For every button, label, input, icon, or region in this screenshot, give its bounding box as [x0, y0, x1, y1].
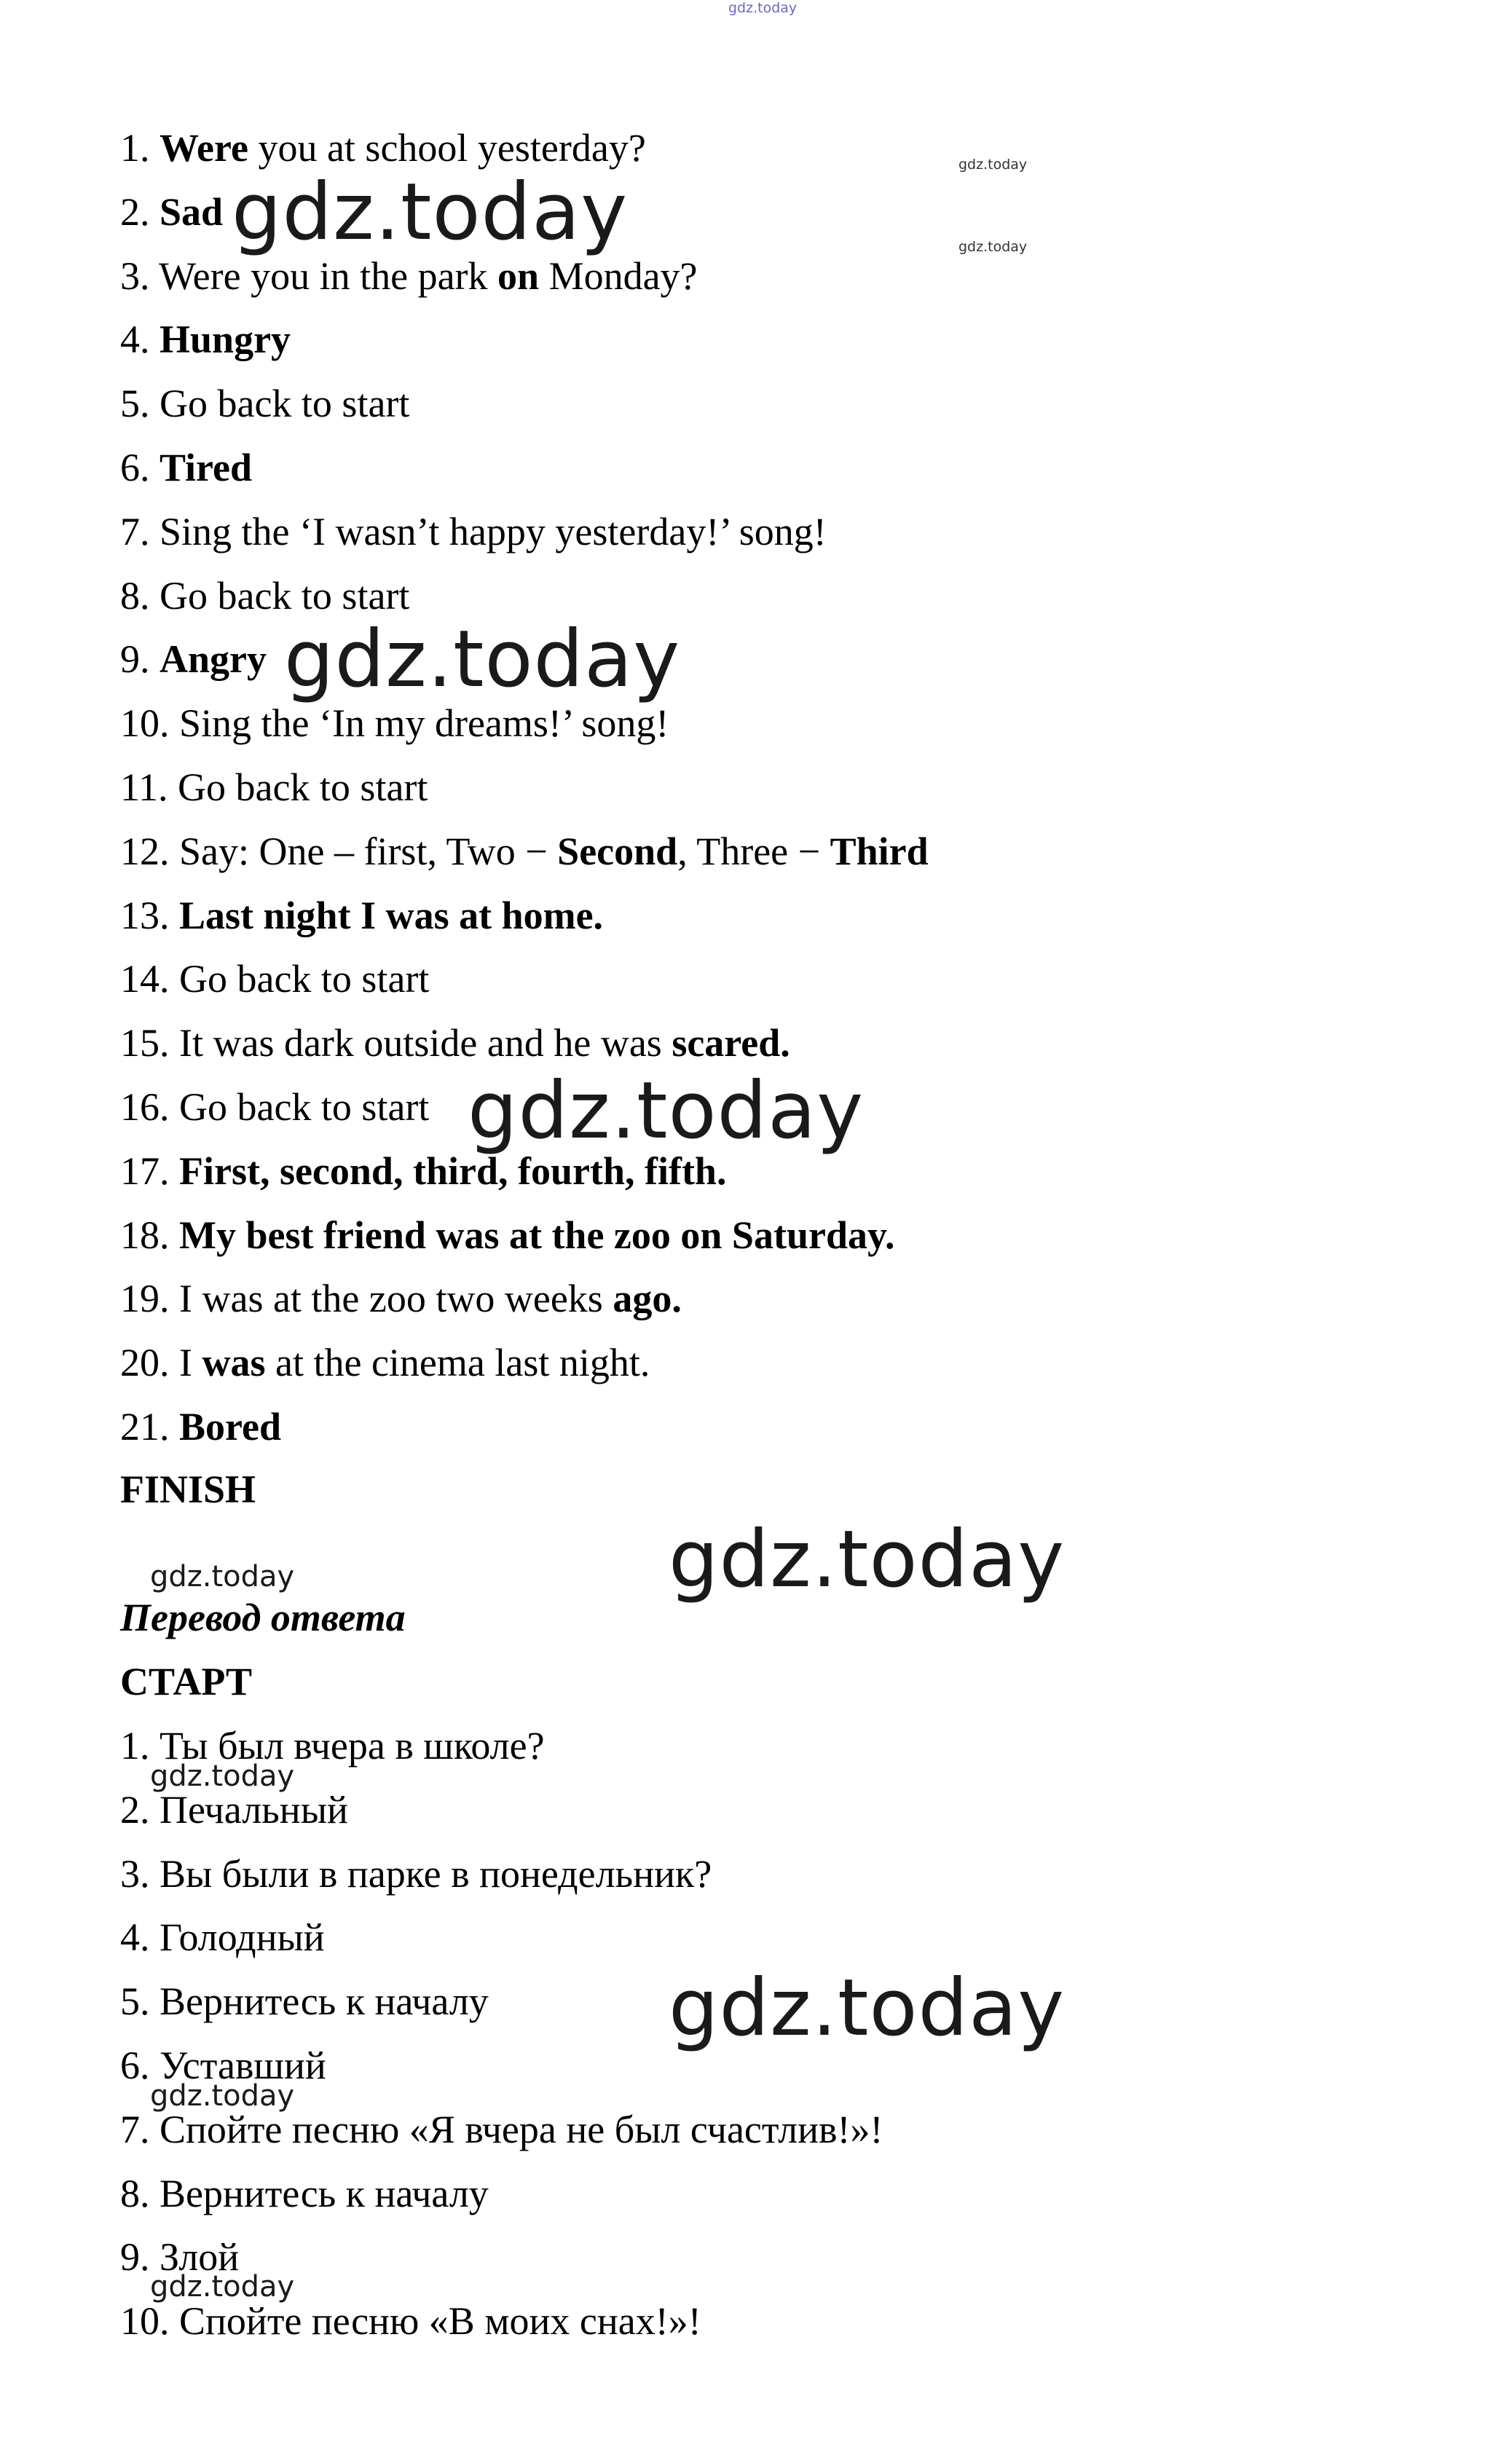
english-answer-item — [120, 1210, 895, 1261]
answer-bold-text: Sad — [160, 189, 224, 234]
watermark-large-4: gdz.today — [669, 1514, 1066, 1605]
answer-text: at the cinema last night. — [265, 1341, 650, 1385]
item-number: 15. — [120, 1021, 179, 1065]
answer-bold-text: My best friend was at the zoo on Saturday. — [179, 1213, 895, 1257]
item-number: 19. — [120, 1277, 179, 1321]
item-number: 7. — [120, 509, 160, 553]
answer-bold-text: Bored — [179, 1405, 282, 1449]
english-answer-item — [120, 1017, 790, 1068]
english-answer-item — [120, 186, 223, 237]
item-number: 9. — [120, 637, 160, 682]
english-answer-item — [120, 442, 252, 493]
finish-label: FINISH — [120, 1467, 256, 1511]
item-number: 8. — [120, 2171, 160, 2215]
english-answer-item — [120, 698, 669, 749]
watermark-top: gdz.today — [728, 0, 798, 16]
answer-text: Go back to start — [179, 957, 430, 1001]
item-number: 17. — [120, 1148, 179, 1193]
translation-text: Печальный — [160, 1787, 348, 1832]
watermark-large-2: gdz.today — [284, 614, 681, 705]
watermark-small-left-1: gdz.today — [150, 1560, 295, 1593]
answer-text: Go back to start — [160, 573, 410, 618]
translation-text: Вернитесь к началу — [160, 2171, 489, 2215]
answer-text: I — [179, 1341, 202, 1385]
watermark-large-3: gdz.today — [468, 1065, 865, 1156]
english-answer-item — [120, 890, 603, 941]
answer-text: Sing the ‘I wasn’t happy yesterday!’ song! — [160, 509, 827, 553]
item-number: 18. — [120, 1213, 179, 1257]
answer-text: you at school yesterday? — [248, 126, 646, 170]
watermark-small-left-3: gdz.today — [150, 2079, 295, 2113]
english-answer-item — [120, 826, 929, 877]
item-number: 5. — [120, 382, 160, 426]
answer-bold-text: scared. — [672, 1021, 790, 1065]
answer-bold-text: First, second, third, fourth, fifth. — [179, 1148, 727, 1193]
item-number: 8. — [120, 573, 160, 618]
item-number: 9. — [120, 2235, 160, 2279]
item-number: 5. — [120, 1979, 160, 2024]
answer-bold-text: Angry — [160, 637, 267, 682]
english-answer-item — [120, 1273, 682, 1324]
item-number: 12. — [120, 829, 179, 873]
answer-text: Say: One – first, Two − — [179, 829, 558, 873]
watermark-large-5: gdz.today — [669, 1963, 1066, 2054]
russian-translation-item — [120, 1848, 712, 1899]
item-number: 13. — [120, 893, 179, 937]
answer-text: It was dark outside and he was — [179, 1021, 672, 1065]
translation-text: Голодный — [160, 1915, 325, 1960]
item-number: 6. — [120, 2044, 160, 2087]
answer-text: I was at the zoo two weeks — [179, 1277, 613, 1321]
english-answer-item — [120, 122, 646, 173]
english-answer-item — [120, 1081, 429, 1132]
item-number: 14. — [120, 957, 179, 1001]
answer-bold-text: Were — [160, 126, 248, 170]
start-label: СТАРТ — [120, 1660, 252, 1703]
item-number: 6. — [120, 446, 160, 489]
item-number: 1. — [120, 126, 160, 170]
item-number: 10. — [120, 2299, 179, 2344]
russian-translation-item — [120, 2168, 489, 2219]
english-answer-item — [120, 506, 827, 557]
answer-text: Monday? — [539, 253, 698, 298]
answer-text: Were you in the park — [159, 253, 498, 298]
item-number: 7. — [120, 2107, 160, 2151]
answer-bold-text: Third — [830, 829, 929, 873]
item-number: 11. — [120, 765, 178, 809]
answer-bold-text: ago. — [613, 1277, 682, 1321]
item-number: 4. — [120, 1915, 160, 1960]
english-answer-item — [120, 378, 409, 429]
english-answer-item — [120, 953, 429, 1004]
answer-text: Go back to start — [178, 765, 428, 809]
answer-bold-text: Second — [557, 829, 678, 873]
english-answer-item — [120, 1401, 281, 1452]
translation-text: Злой — [160, 2235, 240, 2279]
watermark-small-right-1: gdz.today — [958, 157, 1028, 173]
russian-translation-item — [120, 1976, 489, 2027]
watermark-small-left-4: gdz.today — [150, 2270, 295, 2304]
answer-bold-text: Hungry — [160, 318, 291, 362]
item-number: 3. — [120, 253, 160, 298]
watermark-small-left-2: gdz.today — [150, 1760, 295, 1793]
answer-text: Sing the ‘In my dreams!’ song! — [179, 701, 669, 746]
answer-bold-text: was — [202, 1341, 266, 1385]
answer-text: Go back to start — [160, 382, 410, 426]
answer-text: , Three − — [677, 829, 830, 873]
translation-text: Ты был вчера в школе? — [160, 1724, 545, 1768]
translation-text: Спойте песню «Я вчера не был счастлив!»! — [160, 2107, 883, 2151]
watermark-small-right-2: gdz.today — [958, 239, 1028, 255]
item-number: 2. — [120, 1787, 160, 1832]
english-answer-item — [120, 634, 267, 685]
translation-text: Вы были в парке в понедельник? — [160, 1851, 712, 1896]
english-answer-item — [120, 251, 698, 302]
answer-bold-text: on — [497, 253, 540, 298]
item-number: 20. — [120, 1341, 179, 1385]
english-answer-item — [120, 762, 428, 813]
watermark-large-1: gdz.today — [232, 167, 629, 258]
english-answer-item — [120, 1337, 650, 1388]
russian-translation-item — [120, 1912, 325, 1963]
item-number: 4. — [120, 318, 160, 362]
english-answer-item — [120, 314, 291, 365]
item-number: 21. — [120, 1405, 179, 1449]
answer-bold-text: Tired — [160, 446, 253, 489]
answer-text: Go back to start — [179, 1085, 430, 1129]
translation-text: Уставший — [160, 2044, 326, 2087]
item-number: 10. — [120, 701, 179, 746]
translation-text: Вернитесь к началу — [160, 1979, 489, 2024]
translation-heading: Перевод ответа — [120, 1596, 406, 1639]
item-number: 16. — [120, 1085, 179, 1129]
answer-bold-text: Last night I was at home. — [179, 893, 604, 937]
item-number: 2. — [120, 189, 160, 234]
translation-text: Спойте песню «В моих снах!»! — [179, 2299, 701, 2344]
item-number: 3. — [120, 1851, 160, 1896]
item-number: 1. — [120, 1724, 160, 1768]
